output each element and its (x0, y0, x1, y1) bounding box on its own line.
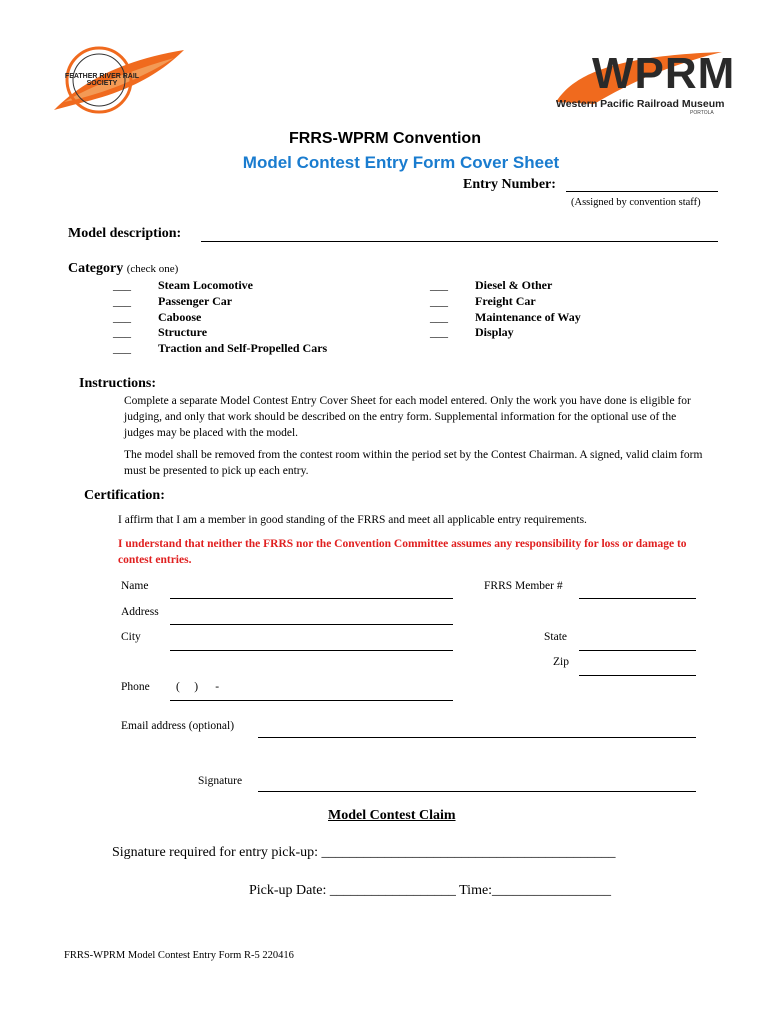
state-label: State (544, 631, 567, 643)
category-option-passenger[interactable]: ___ Passenger Car (113, 293, 233, 308)
phone-mask: ( ) - (176, 681, 220, 693)
category-list-left (113, 278, 327, 357)
category-option-steam[interactable]: ___ Steam Locomotive (113, 278, 253, 292)
category-option-display[interactable]: ___ Display (430, 325, 514, 340)
instructions-p2: The model shall be removed from the contest room within the period set by the Contest Chairman. A signed, valid claim form must be presented to pick up each entry. (124, 449, 703, 477)
model-description-field[interactable] (201, 241, 718, 242)
name-label: Name (121, 580, 149, 592)
city-label: City (121, 631, 141, 643)
state-field[interactable] (579, 650, 696, 651)
member-field[interactable] (579, 598, 696, 599)
phone-label: Phone (121, 681, 150, 693)
frrs-logo-text: FEATHER RIVER RAIL SOCIETY (64, 73, 140, 87)
entry-number-field[interactable] (566, 191, 718, 192)
member-label: FRRS Member # (484, 580, 563, 592)
zip-label: Zip (553, 656, 569, 668)
footer-text: FRRS-WPRM Model Contest Entry Form R-5 220416 (64, 950, 294, 961)
address-field[interactable] (170, 624, 453, 625)
category-label: Category (68, 261, 124, 276)
claim-heading: Model Contest Claim (328, 808, 456, 823)
claim-signature-line[interactable]: Signature required for entry pick-up: __________________________________________ (112, 845, 616, 860)
city-field[interactable] (170, 650, 453, 651)
email-label: Email address (optional) (121, 720, 235, 732)
signature-field[interactable] (258, 791, 696, 792)
category-option-traction[interactable]: ___ Traction and Self-Propelled Cars (113, 341, 328, 356)
phone-field[interactable] (170, 700, 453, 701)
form-title: FRRS-WPRM Convention (289, 130, 481, 147)
category-option-structure[interactable]: ___ Structure (113, 325, 208, 340)
certification-affirm: I affirm that I am a member in good standing of the FRRS and meet all applicable entry requirements. (118, 514, 587, 526)
name-field[interactable] (170, 598, 453, 599)
category-option-caboose[interactable]: ___ Caboose (113, 309, 202, 324)
instructions-heading: Instructions: (79, 376, 157, 391)
signature-label: Signature (198, 775, 243, 787)
category-hint: (check one) (126, 263, 179, 275)
form-subtitle: Model Contest Entry Form Cover Sheet (242, 153, 560, 172)
category-heading (68, 261, 178, 277)
category-option-freight[interactable]: ___ Freight Car (430, 293, 536, 308)
category-option-diesel[interactable]: ___ Diesel & Other (430, 278, 553, 292)
claim-date-time-line[interactable]: Pick-up Date: __________________ Time:_________________ (249, 883, 612, 898)
email-field[interactable] (258, 737, 696, 738)
instructions-p1: Complete a separate Model Contest Entry Cover Sheet for each model entered. Only the work you have done is eligible for judging, and only that work should be described on the entry form. Supplemental information for the optional use of the judges may be placed with the model. (124, 395, 691, 439)
address-label: Address (121, 606, 159, 618)
certification-warning: I understand that neither the FRRS nor the Convention Committee assumes any responsibility for loss or damage to contest entries. (118, 538, 687, 566)
assigned-note: (Assigned by convention staff) (571, 197, 701, 208)
zip-field[interactable] (579, 675, 696, 676)
category-option-mow[interactable]: ___ Maintenance of Way (430, 309, 581, 324)
model-description-label: Model description: (68, 226, 182, 241)
category-list-right (430, 278, 581, 341)
wprm-logo-caption: Western Pacific Railroad Museum (556, 98, 725, 110)
entry-number-label: Entry Number: (463, 177, 556, 192)
certification-heading: Certification: (84, 488, 165, 503)
wprm-logo-letters: WPRM (592, 49, 736, 98)
wprm-logo-sub: PORTOLA (690, 110, 714, 116)
